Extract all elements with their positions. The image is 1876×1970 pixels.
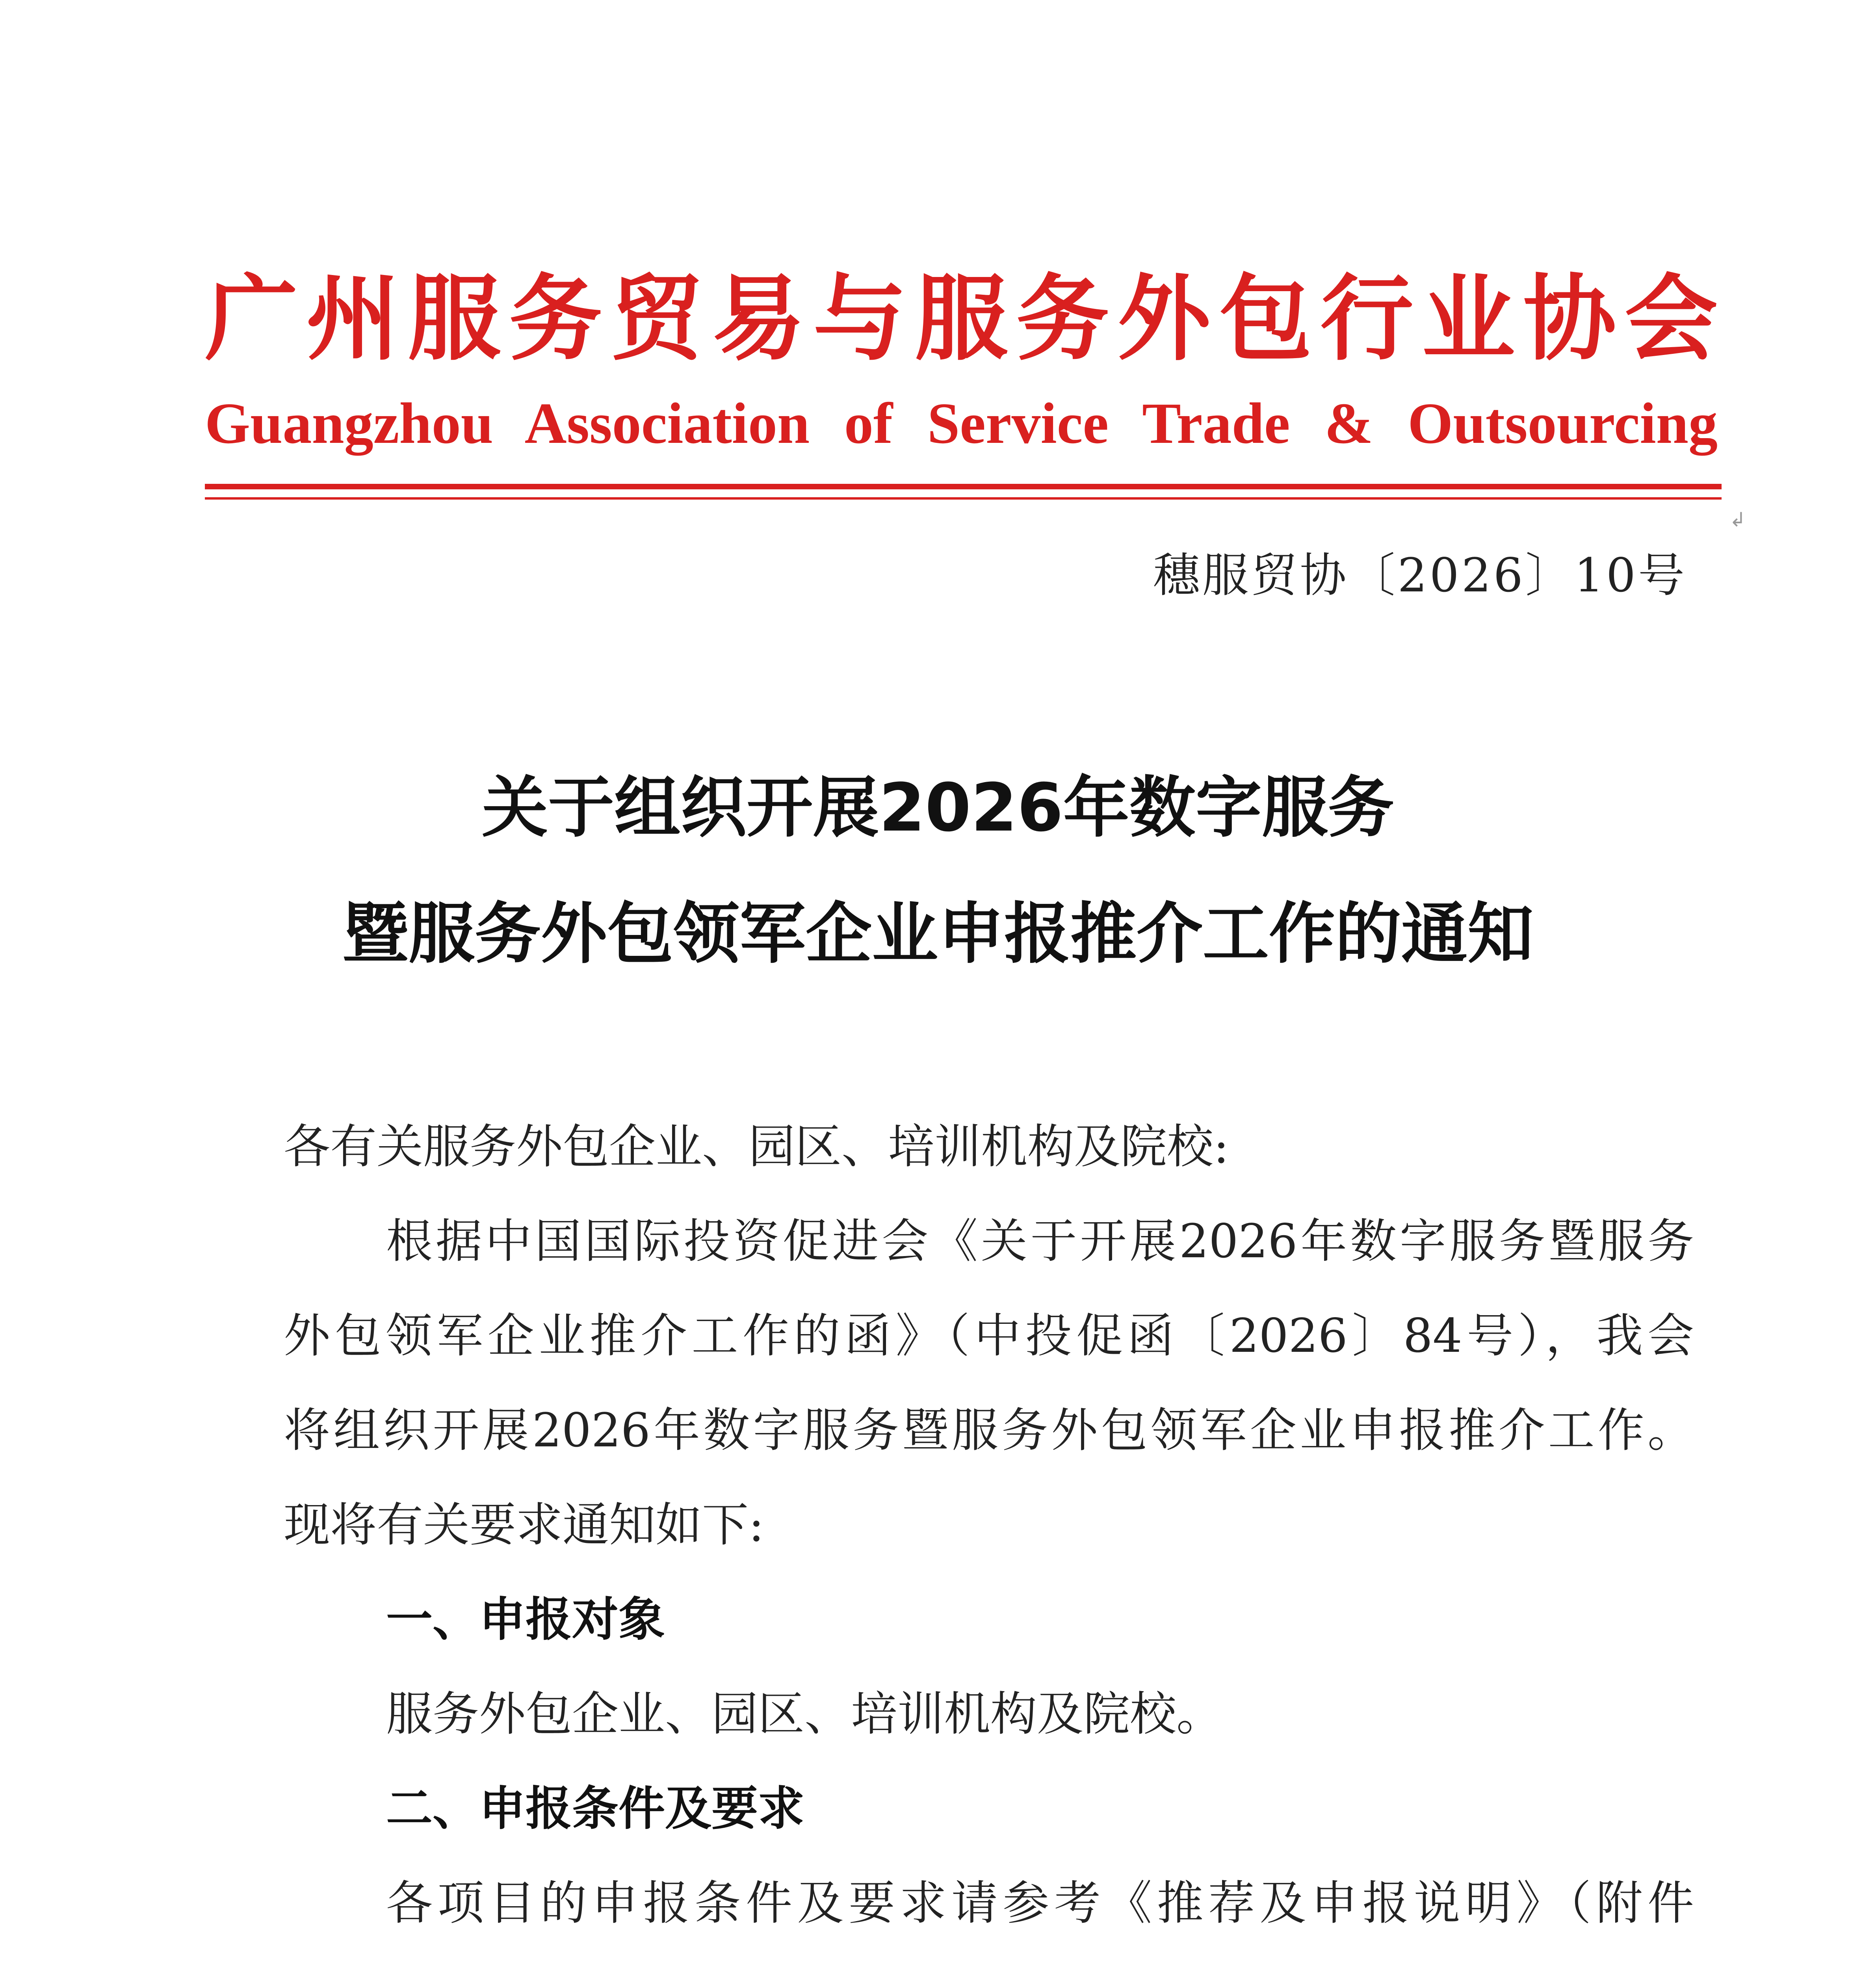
section-text-1: 服务外包企业、园区、培训机构及院校。 (386, 1687, 1223, 1741)
salutation: 各有关服务外包企业、园区、培训机构及院校: (284, 1119, 1229, 1174)
section-heading-2: 二、申报条件及要求 (386, 1781, 805, 1836)
intro-line: 现将有关要求通知如下: (284, 1498, 764, 1552)
paragraph-mark-icon: ↲ (1729, 508, 1746, 531)
letterhead-rule-thin (205, 497, 1722, 500)
document-body (284, 1099, 1694, 1970)
title-line-1: 关于组织开展2026年数字服务 (482, 769, 1394, 846)
document-number: 穗服贸协〔2026〕10号 (1153, 548, 1687, 602)
org-name-cn: 广州服务贸易与服务外包行业协会 (205, 265, 1718, 373)
letterhead-rule-thick (205, 484, 1722, 489)
org-name-en: Guangzhou Association of Service Trade & Outsourcing (205, 391, 1718, 456)
title-line-2: 暨服务外包领军企业申报推介工作的通知 (342, 895, 1534, 972)
section-text-2 (284, 1950, 1694, 1970)
intro-line: 外包领军企业推介工作的函》（中投促函〔2026〕84号），我会 (284, 1308, 1694, 1363)
section-heading-1: 一、申报对象 (386, 1592, 665, 1647)
section-text-2: 各项目的申报条件及要求请参考《推荐及申报说明》（附件 (386, 1876, 1694, 1930)
intro-line: 将组织开展2026年数字服务暨服务外包领军企业申报推介工作。 (284, 1403, 1694, 1457)
document-title (0, 745, 1876, 997)
intro-line: 根据中国国际投资促进会《关于开展2026年数字服务暨服务 (386, 1214, 1694, 1268)
